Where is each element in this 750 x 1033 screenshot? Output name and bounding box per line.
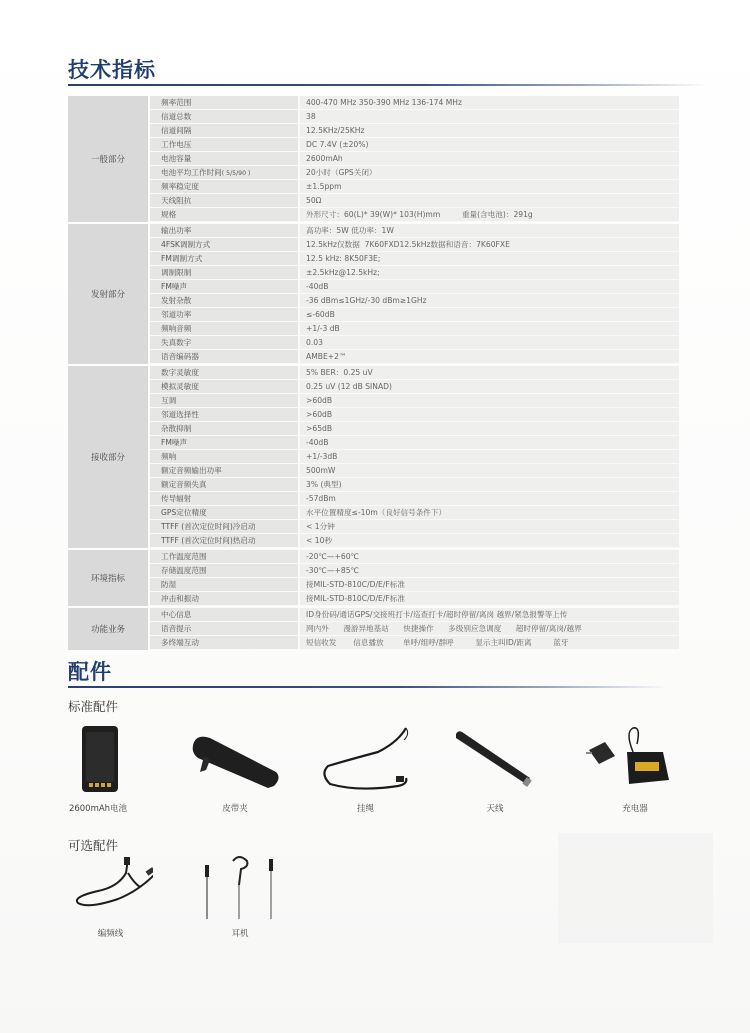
- table-row: [150, 520, 679, 534]
- row-label: 语音编码器: [150, 350, 300, 363]
- table-row: [150, 550, 679, 564]
- table-row: [150, 124, 679, 138]
- row-label: 发射杂散: [150, 294, 300, 307]
- row-value: 网内外 漫游异地基站 快捷操作 多级别应急调度 超时停留/离岗/越界: [300, 622, 679, 635]
- table-row: [150, 294, 679, 308]
- row-value: 12.5 kHz: 8K50F3E;: [300, 252, 679, 265]
- row-value: >65dB: [300, 422, 679, 435]
- antenna-image: [450, 722, 540, 797]
- row-label: 调制限制: [150, 266, 300, 279]
- programming-cable-image: [68, 855, 153, 915]
- row-value: -40dB: [300, 436, 679, 449]
- accessory-charger: [585, 722, 685, 817]
- table-row: [150, 450, 679, 464]
- row-label: 信道间隔: [150, 124, 300, 137]
- table-row: [150, 166, 679, 180]
- table-row: [150, 422, 679, 436]
- background-ghost-panel: [558, 833, 713, 943]
- table-row: [150, 436, 679, 450]
- row-label: 4FSK调制方式: [150, 238, 300, 251]
- accessory-caption: 天线: [486, 804, 504, 814]
- row-value: 外形尺寸：60(L)* 39(W)* 103(H)mm 重量(含电池)：291g: [300, 208, 679, 221]
- table-row: [150, 394, 679, 408]
- row-label: 数字灵敏度: [150, 366, 300, 379]
- row-label-note: ( 5/5/90 ): [221, 170, 251, 177]
- table-row: [150, 380, 679, 394]
- table-row: [150, 308, 679, 322]
- table-row: [150, 564, 679, 578]
- table-row: [150, 266, 679, 280]
- row-label: 额定音频输出功率: [150, 464, 300, 477]
- row-label: 邻道选择性: [150, 408, 300, 421]
- specs-title: 技术指标: [68, 58, 156, 82]
- row-label: 额定音频失真: [150, 478, 300, 491]
- accessory-caption: 皮带夹: [222, 804, 248, 814]
- accessory-caption: 充电器: [622, 804, 648, 814]
- table-row: [150, 252, 679, 266]
- group-name: 接收部分: [68, 366, 148, 548]
- row-value: +1/-3dB: [300, 450, 679, 463]
- row-value: -57dBm: [300, 492, 679, 505]
- row-value: 水平位置精度≤-10m（良好信号条件下）: [300, 506, 679, 519]
- row-label: 多终端互动: [150, 636, 300, 649]
- table-row: [150, 280, 679, 294]
- table-row: [150, 350, 679, 364]
- specs-title-rule: [68, 84, 708, 86]
- row-label: 失真数字: [150, 336, 300, 349]
- spec-group-transmit: [68, 224, 679, 364]
- row-label: 信道总数: [150, 110, 300, 123]
- table-row: [150, 592, 679, 606]
- table-row: [150, 96, 679, 110]
- table-row: [150, 636, 679, 650]
- row-label: 规格: [150, 208, 300, 221]
- spec-group-environment: [68, 550, 679, 606]
- row-label: GPS定位精度: [150, 506, 300, 519]
- spec-group-receive: [68, 366, 679, 548]
- row-value: 5% BER：0.25 uV: [300, 366, 679, 379]
- table-row: [150, 478, 679, 492]
- table-row: [150, 608, 679, 622]
- row-label: 中心信息: [150, 608, 300, 621]
- row-label: 工作电压: [150, 138, 300, 151]
- group-name: 发射部分: [68, 224, 148, 364]
- row-label: 冲击和振动: [150, 592, 300, 605]
- row-label: 频响: [150, 450, 300, 463]
- battery-image: [80, 724, 120, 794]
- accessory-earphone: [195, 855, 285, 940]
- row-label: 天线阻抗: [150, 194, 300, 207]
- row-value: 高功率：5W 低功率：1W: [300, 224, 679, 237]
- row-label: TTFF (首次定位时间)热启动: [150, 534, 300, 547]
- table-row: [150, 138, 679, 152]
- row-label: [150, 166, 300, 179]
- group-name: 功能业务: [68, 608, 148, 650]
- group-name: 一般部分: [68, 96, 148, 222]
- accessory-caption: 编频线: [97, 929, 124, 939]
- row-value: 500mW: [300, 464, 679, 477]
- table-row: [150, 152, 679, 166]
- accessory-caption: 耳机: [231, 929, 249, 939]
- row-label: TTFF (首次定位时间)冷启动: [150, 520, 300, 533]
- table-row: [150, 622, 679, 636]
- row-value: 0.25 uV (12 dB SINAD): [300, 380, 679, 393]
- row-value: ±2.5kHz@12.5kHz;: [300, 266, 679, 279]
- accessory-caption: 挂绳: [356, 804, 374, 814]
- row-label: 模拟灵敏度: [150, 380, 300, 393]
- row-label: FM调制方式: [150, 252, 300, 265]
- row-label: 防湿: [150, 578, 300, 591]
- row-label: 频率范围: [150, 96, 300, 109]
- row-label: 频响音频: [150, 322, 300, 335]
- accessory-lanyard: [318, 722, 413, 817]
- row-label: 语音提示: [150, 622, 300, 635]
- row-value: 2600mAh: [300, 152, 679, 165]
- row-label: 工作温度范围: [150, 550, 300, 563]
- row-value: ID身份码/通话GPS/交接班打卡/巡查打卡/超时停留/离岗 越界/紧急报警等上传: [300, 608, 679, 621]
- row-value: -40dB: [300, 280, 679, 293]
- row-value: 短信收发 信息播放 单呼/组呼/群呼 显示主叫ID/距离 蓝牙: [300, 636, 679, 649]
- charger-image: [585, 722, 685, 797]
- accessories-title: 配件: [68, 660, 112, 684]
- row-value: 400-470 MHz 350-390 MHz 136-174 MHz: [300, 96, 679, 109]
- accessories-title-rule: [68, 686, 668, 688]
- row-value: 3% (典型): [300, 478, 679, 491]
- belt-clip-image: [188, 734, 283, 794]
- accessory-antenna: [450, 722, 540, 817]
- table-row: [150, 534, 679, 548]
- row-label: FM噪声: [150, 280, 300, 293]
- row-label: 互调: [150, 394, 300, 407]
- table-row: [150, 578, 679, 592]
- table-row: [150, 224, 679, 238]
- spec-group-general: [68, 96, 679, 222]
- table-row: [150, 506, 679, 520]
- earphone-image: [195, 855, 285, 925]
- row-value: -20℃—+60℃: [300, 550, 679, 563]
- row-value: < 1分钟: [300, 520, 679, 533]
- row-value: DC 7.4V (±20%): [300, 138, 679, 151]
- row-value: -36 dBm≤1GHz/-30 dBm≥1GHz: [300, 294, 679, 307]
- row-value: 12.5kHz仅数据 7K60FXD12.5kHz数据和语音：7K60FXE: [300, 238, 679, 251]
- table-row: [150, 110, 679, 124]
- standard-accessories-title: 标准配件: [68, 699, 119, 714]
- table-row: [150, 464, 679, 478]
- table-row: [150, 194, 679, 208]
- lanyard-image: [318, 722, 413, 797]
- row-value: AMBE+2™: [300, 350, 679, 363]
- table-row: [150, 238, 679, 252]
- row-label: 电池容量: [150, 152, 300, 165]
- row-label: 频率稳定度: [150, 180, 300, 193]
- row-value: ±1.5ppm: [300, 180, 679, 193]
- row-label: FM噪声: [150, 436, 300, 449]
- accessory-caption: 2600mAh电池: [68, 804, 128, 814]
- spec-group-functions: [68, 608, 679, 650]
- row-value: 接MIL-STD-810C/D/E/F标准: [300, 578, 679, 591]
- row-value: -30℃—+85℃: [300, 564, 679, 577]
- table-row: [150, 322, 679, 336]
- table-row: [150, 336, 679, 350]
- row-value: +1/-3 dB: [300, 322, 679, 335]
- accessory-belt-clip: [185, 722, 285, 817]
- row-label: 输出功率: [150, 224, 300, 237]
- table-row: [150, 366, 679, 380]
- row-value: >60dB: [300, 394, 679, 407]
- group-name: 环境指标: [68, 550, 148, 606]
- table-row: [150, 180, 679, 194]
- table-row: [150, 492, 679, 506]
- row-value: 0.03: [300, 336, 679, 349]
- row-label: 存储温度范围: [150, 564, 300, 577]
- spec-table: [68, 96, 679, 652]
- row-value: 接MIL-STD-810C/D/E/F标准: [300, 592, 679, 605]
- row-label: 邻道功率: [150, 308, 300, 321]
- table-row: [150, 408, 679, 422]
- row-label: 传导辐射: [150, 492, 300, 505]
- row-value: 12.5KHz/25KHz: [300, 124, 679, 137]
- row-value: 20小时（GPS关闭）: [300, 166, 679, 179]
- row-value: 38: [300, 110, 679, 123]
- accessory-programming-cable: [68, 855, 153, 940]
- row-value: < 10秒: [300, 534, 679, 547]
- row-label: 杂散抑制: [150, 422, 300, 435]
- table-row: [150, 208, 679, 222]
- optional-accessories-title: 可选配件: [68, 838, 119, 853]
- row-value: ≤-60dB: [300, 308, 679, 321]
- row-value: 50Ω: [300, 194, 679, 207]
- row-value: >60dB: [300, 408, 679, 421]
- accessory-battery: [58, 722, 138, 817]
- row-label-text: 电池平均工作时间: [161, 168, 222, 177]
